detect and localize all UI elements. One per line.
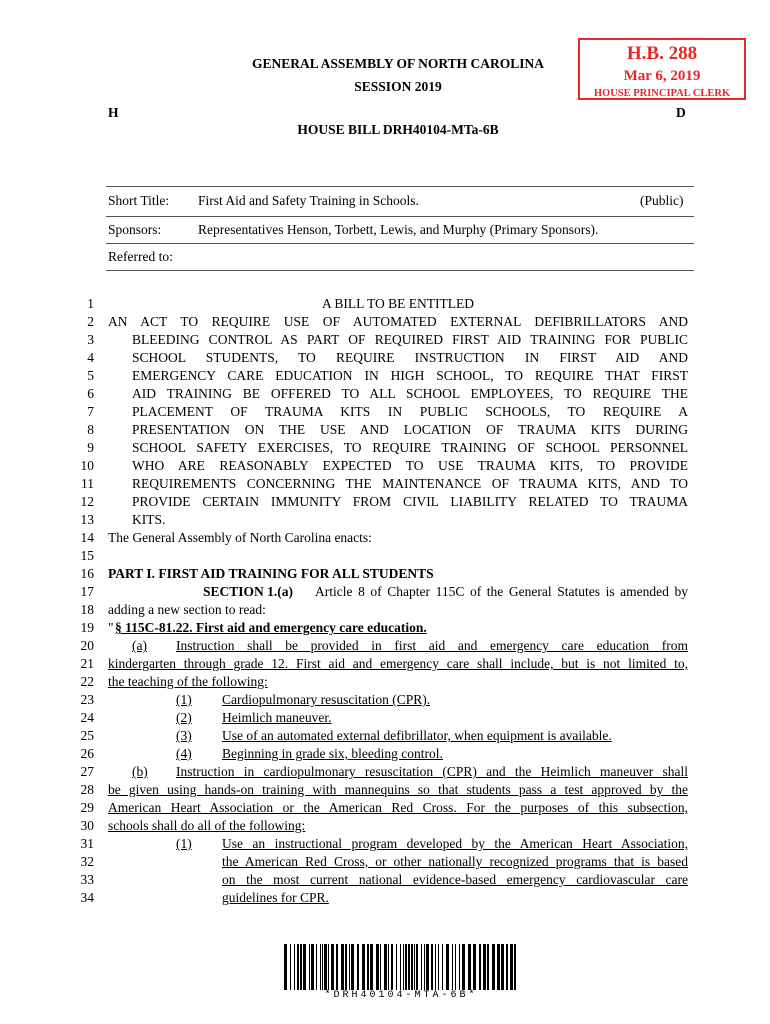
- barcode-bar: [320, 944, 321, 990]
- barcode-bar: [510, 944, 513, 990]
- barcode-bar: [316, 944, 317, 990]
- title-line: PLACEMENT OF TRAUMA KITS IN PUBLIC SCHOOLS, TO REQUIRE A: [132, 404, 688, 419]
- barcode-bar: [380, 944, 381, 990]
- barcode-bar: [297, 944, 299, 990]
- title-line: PRESENTATION ON THE USE AND LOCATION OF TRAUMA KITS DURING: [132, 422, 688, 437]
- barcode-bar: [322, 944, 323, 990]
- barcode-bar: [442, 944, 443, 990]
- line-number: 16: [80, 566, 94, 581]
- barcode-bar: [384, 944, 387, 990]
- barcode-bar: [446, 944, 449, 990]
- item-label: (4): [176, 746, 192, 761]
- part-heading: PART I. FIRST AID TRAINING FOR ALL STUDENTS: [108, 566, 434, 581]
- barcode-bar: [391, 944, 393, 990]
- title-line: PROVIDE CERTAIN IMMUNITY FROM CIVIL LIABILITY RELATED TO TRAUMA: [132, 494, 688, 509]
- stamp-bill-number: H.B. 288: [626, 43, 698, 64]
- draft-letter: D: [676, 105, 686, 120]
- barcode-bar: [414, 944, 415, 990]
- barcode-bar: [431, 944, 433, 990]
- statute-line: Cardiopulmonary resuscitation (CPR).: [222, 692, 431, 707]
- title-line: SCHOOL SAFETY EXERCISES, TO REQUIRE TRAINING OF SCHOOL PERSONNEL: [132, 440, 688, 455]
- enacting-clause: The General Assembly of North Carolina enacts:: [108, 530, 372, 545]
- line-number: 27: [80, 764, 94, 779]
- barcode-bar: [411, 944, 413, 990]
- meta-rule-2: [106, 243, 694, 244]
- line-number: 4: [87, 350, 94, 365]
- title-line: EMERGENCY CARE EDUCATION IN HIGH SCHOOL, TO REQUIRE THAT FIRST: [132, 368, 688, 383]
- assembly-title: GENERAL ASSEMBLY OF NORTH CAROLINA: [251, 56, 545, 71]
- line-number: 30: [80, 818, 94, 833]
- barcode-bar: [370, 944, 373, 990]
- chamber-letter: H: [108, 105, 119, 120]
- barcode-bar: [501, 944, 504, 990]
- barcode-bar: [405, 944, 407, 990]
- statute-line: schools shall do all of the following:: [108, 818, 306, 833]
- barcode-bar: [284, 944, 287, 990]
- barcode-bar: [483, 944, 486, 990]
- statute-line: the American Red Cross, or other nationally recognized programs that is based: [222, 854, 688, 869]
- barcode-bar: [455, 944, 456, 990]
- line-number: 1: [87, 296, 94, 311]
- statute-heading: § 115C-81.22. First aid and emergency care education.: [115, 620, 427, 635]
- line-number: 6: [87, 386, 94, 401]
- referred-label: Referred to:: [108, 249, 173, 264]
- barcode-text: *DRH40104-MTA-6B*: [324, 990, 478, 1001]
- line-number: 34: [80, 890, 94, 905]
- barcode-bar: [492, 944, 495, 990]
- item-label: (3): [176, 728, 192, 743]
- title-line: WHO ARE REASONABLY EXPECTED TO USE TRAUMA KITS, TO PROVIDE: [132, 458, 688, 473]
- barcode-bar: [300, 944, 302, 990]
- barcode-bar: [473, 944, 476, 990]
- line-number: 18: [80, 602, 94, 617]
- line-number: 33: [80, 872, 94, 887]
- barcode-bar: [309, 944, 310, 990]
- barcode-bar: [294, 944, 295, 990]
- barcode-bar: [497, 944, 500, 990]
- barcode-bar: [462, 944, 465, 990]
- barcode-bar: [400, 944, 401, 990]
- line-number: 21: [80, 656, 94, 671]
- open-quote: ": [108, 620, 114, 635]
- barcode-bar: [345, 944, 347, 990]
- short-title-label: Short Title:: [108, 193, 170, 208]
- statute-line: Heimlich maneuver.: [222, 710, 332, 725]
- meta-rule-bottom: [106, 270, 694, 271]
- barcode-bar: [336, 944, 338, 990]
- line-number: 10: [80, 458, 94, 473]
- statute-line: the teaching of the following:: [108, 674, 268, 689]
- barcode-bar: [388, 944, 389, 990]
- title-line: REQUIREMENTS CONCERNING THE MAINTENANCE OF TRAUMA KITS, AND TO: [132, 476, 688, 491]
- statute-line: Use of an automated external defibrillator, when equipment is available.: [222, 728, 612, 743]
- item-label: (1): [176, 836, 192, 851]
- visibility: (Public): [640, 193, 684, 208]
- line-number: 26: [80, 746, 94, 761]
- meta-rule-1: [106, 216, 694, 217]
- bill-id: HOUSE BILL DRH40104-MTa-6B: [297, 122, 499, 137]
- barcode-bar: [421, 944, 422, 990]
- barcode-bar: [341, 944, 344, 990]
- title-line: SCHOOL STUDENTS, TO REQUIRE INSTRUCTION IN FIRST AID AND: [132, 350, 688, 365]
- line-number: 12: [80, 494, 94, 509]
- barcode-bar: [506, 944, 508, 990]
- barcode-bar: [438, 944, 439, 990]
- barcode-bar: [468, 944, 471, 990]
- statute-line: Use an instructional program developed by the American Heart Association,: [222, 836, 688, 851]
- title-line: BLEEDING CONTROL AS PART OF REQUIRED FIRST AID TRAINING FOR PUBLIC: [132, 332, 688, 347]
- line-number: 20: [80, 638, 94, 653]
- subsection-label: (b): [132, 764, 148, 779]
- line-number: 9: [87, 440, 94, 455]
- barcode-bar: [487, 944, 489, 990]
- section-label: SECTION 1.(a): [203, 584, 294, 599]
- line-number: 7: [87, 404, 94, 419]
- line-number: 24: [80, 710, 94, 725]
- section-text: Article 8 of Chapter 115C of the General Statutes is amended by: [315, 584, 688, 599]
- barcode-bar: [357, 944, 359, 990]
- barcode-bar: [408, 944, 410, 990]
- barcode-bar: [324, 944, 327, 990]
- line-number: 15: [80, 548, 94, 563]
- barcode-bar: [479, 944, 481, 990]
- bill-caption: A BILL TO BE ENTITLED: [322, 296, 474, 311]
- barcode-bar: [290, 944, 291, 990]
- statute-line: on the most current national evidence-based emergency cardiovascular care: [222, 872, 688, 887]
- item-label: (2): [176, 710, 192, 725]
- line-number: 13: [80, 512, 94, 527]
- line-number: 2: [87, 314, 94, 329]
- statute-line: Beginning in grade six, bleeding control.: [222, 746, 443, 761]
- line-number: 14: [80, 530, 94, 545]
- line-number: 19: [80, 620, 94, 635]
- stamp-date: Mar 6, 2019: [623, 68, 701, 84]
- barcode-bar: [362, 944, 365, 990]
- barcode-bar: [396, 944, 397, 990]
- statute-line: Instruction shall be provided in first aid and emergency care education from: [176, 638, 688, 653]
- barcode-bar: [426, 944, 429, 990]
- statute-line: guidelines for CPR.: [222, 890, 329, 905]
- subsection-label: (a): [132, 638, 147, 653]
- line-number: 17: [80, 584, 94, 599]
- line-number: 25: [80, 728, 94, 743]
- statute-line: Instruction in cardiopulmonary resuscitation (CPR) and the Heimlich maneuver shall: [176, 764, 688, 779]
- session-title: SESSION 2019: [354, 79, 442, 94]
- line-number: 11: [81, 476, 94, 491]
- barcode-bar: [424, 944, 425, 990]
- sponsors: Representatives Henson, Torbett, Lewis, and Murphy (Primary Sponsors).: [198, 222, 599, 237]
- short-title: First Aid and Safety Training in Schools.: [198, 193, 419, 208]
- barcode-bar: [459, 944, 460, 990]
- line-number: 31: [80, 836, 94, 851]
- line-number: 22: [80, 674, 94, 689]
- barcode-bar: [328, 944, 329, 990]
- barcode-bar: [311, 944, 314, 990]
- title-line: KITS.: [132, 512, 166, 527]
- barcode-bar: [351, 944, 354, 990]
- barcode-bar: [452, 944, 453, 990]
- title-line: AN ACT TO REQUIRE USE OF AUTOMATED EXTERNAL DEFIBRILLATORS AND: [108, 314, 688, 329]
- barcode-bar: [416, 944, 418, 990]
- statute-line: American Heart Association or the American Red Cross. For the purposes of this subsection,: [108, 800, 688, 815]
- text-line: adding a new section to read:: [108, 602, 266, 617]
- barcode-bar: [403, 944, 404, 990]
- meta-rule-top: [106, 186, 694, 187]
- barcode-bar: [349, 944, 350, 990]
- barcode: [284, 944, 518, 990]
- barcode-bar: [367, 944, 369, 990]
- barcode-bar: [331, 944, 334, 990]
- stamp-clerk: HOUSE PRINCIPAL CLERK: [593, 88, 731, 99]
- barcode-bar: [435, 944, 436, 990]
- line-number: 3: [87, 332, 94, 347]
- line-number: 32: [80, 854, 94, 869]
- item-label: (1): [176, 692, 192, 707]
- line-number: 23: [80, 692, 94, 707]
- barcode-bar: [376, 944, 379, 990]
- title-line: AID TRAINING BE OFFERED TO ALL SCHOOL EMPLOYEES, TO REQUIRE THE: [132, 386, 688, 401]
- line-number: 29: [80, 800, 94, 815]
- statute-line: kindergarten through grade 12. First aid and emergency care shall include, but is not limited to,: [108, 656, 688, 671]
- barcode-bar: [303, 944, 306, 990]
- line-number: 5: [87, 368, 94, 383]
- sponsors-label: Sponsors:: [108, 222, 162, 237]
- statute-line: be given using hands-on training with mannequins so that students pass a test approved by the: [108, 782, 688, 797]
- barcode-bar: [514, 944, 516, 990]
- line-number: 8: [87, 422, 94, 437]
- line-number: 28: [80, 782, 94, 797]
